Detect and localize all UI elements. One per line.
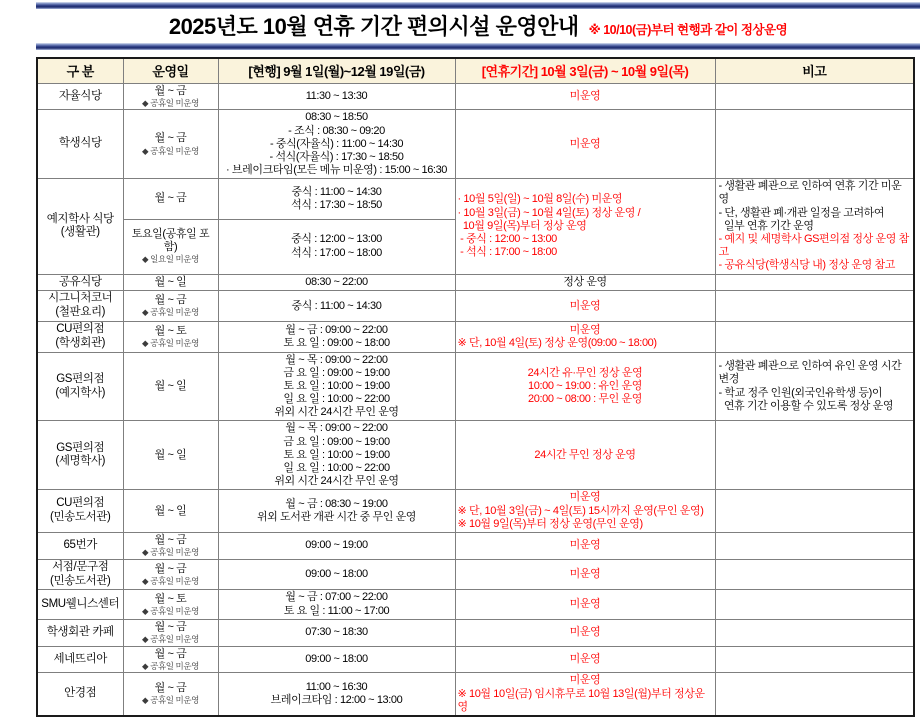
cell-line: 서점/문구점 [52, 560, 109, 573]
days-cell [123, 83, 218, 110]
cell-line: 09:00 ~ 19:00 [305, 539, 368, 552]
page-title: 2025년도 10월 연휴 기간 편의시설 운영안내 [168, 14, 579, 39]
title-bottom-bar [36, 43, 920, 50]
cell-line: 월 ~ 목 : 09:00 ~ 22:00 [285, 353, 388, 366]
table-row [37, 490, 914, 533]
cell-line: 09:00 ~ 18:00 [305, 652, 368, 665]
cell-line: - 단, 생활관 폐·개관 일정을 고려하여 [718, 206, 885, 219]
cell-line: (민송도서관) [50, 574, 111, 587]
category-cell [37, 321, 123, 352]
cell-line: 위외 시간 24시간 무인 운영 [274, 406, 399, 419]
cell-line: 월 ~ 금 [154, 294, 187, 307]
category-cell [37, 179, 123, 274]
current-schedule-cell [218, 646, 455, 673]
category-cell [37, 619, 123, 646]
cell-line: 10월 9일(목)부터 정상 운영 [457, 219, 587, 232]
holiday-schedule-cell [455, 490, 715, 533]
cell-line: 미운영 [569, 626, 601, 639]
current-schedule-cell [218, 321, 455, 352]
note-cell [715, 646, 914, 673]
days-cell [123, 179, 218, 219]
category-cell [37, 559, 123, 590]
cell-line: 토 요 일 : 10:00 ~ 19:00 [283, 379, 390, 392]
cell-line: 위외 시간 24시간 무인 운영 [274, 475, 399, 488]
table-row [37, 291, 914, 322]
holiday-schedule-cell [455, 291, 715, 322]
cell-line: ◆ 공휴일 미운영 [142, 695, 199, 706]
table-row [37, 110, 914, 179]
holiday-schedule-cell [455, 352, 715, 421]
days-cell [123, 274, 218, 291]
cell-line: 24시간 무인 정상 운영 [534, 448, 636, 461]
table-row [37, 673, 914, 716]
days-cell [123, 619, 218, 646]
cell-line: SMU웰니스센터 [41, 597, 120, 610]
cell-line: 월 ~ 금 [154, 647, 187, 660]
cell-line: · 10월 5일(일) ~ 10월 8일(수) 미운영 [457, 193, 623, 206]
cell-line: 토 요 일 : 10:00 ~ 19:00 [283, 448, 390, 461]
table-row [37, 179, 914, 219]
cell-line: 10:00 ~ 19:00 : 유인 운영 [528, 379, 642, 392]
current-schedule-cell [218, 532, 455, 559]
cell-line: 정상 운영 [563, 275, 607, 288]
cell-line: 월 ~ 금 [154, 620, 187, 633]
table-row [37, 274, 914, 291]
cell-line: - 석식(자율식) : 17:30 ~ 18:50 [269, 150, 404, 163]
cell-line: 금 요 일 : 09:00 ~ 19:00 [283, 366, 390, 379]
cell-line: ※ 10월 9일(목)부터 정상 운영(무인 운영) [457, 517, 643, 530]
cell-line: 월 ~ 토 [154, 324, 187, 337]
cell-line: ◆ 공휴일 미운영 [142, 97, 199, 108]
note-cell [715, 83, 914, 110]
table-row [37, 421, 914, 490]
note-cell [715, 532, 914, 559]
cell-line: (세명학사) [55, 455, 106, 468]
cell-line: 세네뜨리아 [53, 652, 108, 665]
cell-line: 월 ~ 금 : 09:00 ~ 22:00 [285, 323, 388, 336]
cell-line: 월 ~ 금 [154, 562, 187, 575]
cell-line: 시그니처코너 [48, 292, 113, 305]
cell-line: 월 ~ 금 : 08:30 ~ 19:00 [285, 498, 388, 511]
cell-line: - 생활관 폐관으로 인하여 연휴 기간 미운영 [718, 180, 902, 206]
cell-line: 안경점 [64, 687, 97, 700]
header-note: 비고 [715, 58, 914, 83]
cell-line: 공유식당 [58, 275, 102, 288]
holiday-schedule-cell [455, 110, 715, 179]
category-cell [37, 352, 123, 421]
cell-line: 학생회관 카페 [46, 625, 114, 638]
cell-line: (학생회관) [55, 336, 106, 349]
cell-line: · 브레이크타임(모든 메뉴 미운영) : 15:00 ~ 16:30 [225, 164, 448, 177]
holiday-schedule-cell [455, 274, 715, 291]
note-cell [715, 421, 914, 490]
note-cell [715, 274, 914, 291]
category-cell [37, 673, 123, 716]
holiday-schedule-cell [455, 83, 715, 110]
category-cell [37, 590, 123, 619]
category-cell [37, 274, 123, 291]
days-cell [123, 110, 218, 179]
header-current: [현행] 9월 1일(월)~12월 19일(금) [218, 58, 455, 83]
cell-line: 금 요 일 : 09:00 ~ 19:00 [283, 435, 390, 448]
cell-line: ◆ 공휴일 미운영 [142, 633, 199, 644]
note-cell [715, 179, 914, 274]
current-schedule-cell [218, 110, 455, 179]
holiday-schedule-cell [455, 590, 715, 619]
current-schedule-cell [218, 619, 455, 646]
table-row [37, 619, 914, 646]
cell-line: 07:30 ~ 18:30 [305, 626, 368, 639]
table-row [37, 559, 914, 590]
cell-line: 석식 : 17:30 ~ 18:50 [291, 198, 382, 211]
current-schedule-cell [218, 179, 455, 219]
days-cell [123, 673, 218, 716]
cell-line: 월 ~ 금 [154, 132, 187, 145]
note-cell [715, 490, 914, 533]
cell-line: (철판요리) [55, 306, 106, 319]
note-cell [715, 559, 914, 590]
cell-line: 65번가 [63, 538, 97, 551]
cell-line: 미운영 [569, 597, 601, 610]
cell-line: 11:00 ~ 16:30 [305, 680, 368, 693]
cell-line: 20:00 ~ 08:00 : 무인 운영 [528, 393, 642, 406]
header-category: 구 분 [37, 58, 123, 83]
days-cell [123, 291, 218, 322]
cell-line: ◆ 공휴일 미운영 [142, 145, 199, 156]
cell-line: (생활관) [60, 226, 100, 239]
current-schedule-cell [218, 274, 455, 291]
current-schedule-cell [218, 490, 455, 533]
cell-line: - 생활관 폐관으로 인하여 유인 운영 시간 변경 [718, 360, 904, 386]
days-cell [123, 219, 218, 274]
cell-line: GS편의점 [56, 441, 105, 454]
header-row [37, 58, 914, 83]
cell-line: 연휴 기간 이용할 수 있도록 정상 운영 [718, 399, 894, 412]
cell-line: ◆ 공휴일 미운영 [142, 575, 199, 586]
table-row [37, 352, 914, 421]
cell-line: 월 ~ 일 [154, 448, 187, 461]
cell-line: - 공유식당(학생식당 내) 정상 운영 참고 [718, 259, 895, 272]
cell-line: (예지학사) [55, 386, 106, 399]
holiday-schedule-cell [455, 421, 715, 490]
cell-line: 학생식당 [58, 137, 102, 150]
table-row [37, 590, 914, 619]
cell-line: 11:30 ~ 13:30 [305, 89, 368, 102]
days-cell [123, 559, 218, 590]
note-cell [715, 590, 914, 619]
cell-line: - 학교 정주 인원(외국인유학생 등)이 [718, 386, 883, 399]
cell-line: 위외 도서관 개관 시간 중 무인 운영 [256, 511, 417, 524]
table-header [37, 58, 914, 83]
current-schedule-cell [218, 673, 455, 716]
cell-line: (민송도서관) [50, 511, 111, 524]
table-row [37, 532, 914, 559]
cell-line: CU편의점 [56, 497, 105, 510]
cell-line: 월 ~ 금 [154, 84, 187, 97]
category-cell [37, 291, 123, 322]
current-schedule-cell [218, 559, 455, 590]
category-cell [37, 646, 123, 673]
cell-line: ◆ 공휴일 미운영 [142, 338, 199, 349]
holiday-schedule-cell [455, 673, 715, 716]
holiday-schedule-cell [455, 532, 715, 559]
days-cell [123, 590, 218, 619]
cell-line: 월 ~ 금 [154, 682, 187, 695]
cell-line: 일 요 일 : 10:00 ~ 22:00 [283, 462, 390, 475]
current-schedule-cell [218, 421, 455, 490]
cell-line: 월 ~ 일 [154, 275, 187, 288]
cell-line: · 10월 3일(금) ~ 10월 4일(토) 정상 운영 / [457, 206, 641, 219]
category-cell [37, 110, 123, 179]
note-cell [715, 673, 914, 716]
cell-line: - 조식 : 08:30 ~ 09:20 [288, 124, 385, 137]
cell-line: 중식 : 12:00 ~ 13:00 [291, 233, 382, 246]
cell-line: 미운영 [569, 137, 601, 150]
cell-line: 미운영 [569, 323, 601, 336]
cell-line: 월 ~ 토 [154, 592, 187, 605]
holiday-schedule-cell [455, 179, 715, 274]
holiday-schedule-cell [455, 321, 715, 352]
facility-schedule-table [36, 57, 915, 717]
cell-line: ◆ 공휴일 미운영 [142, 605, 199, 616]
note-cell [715, 619, 914, 646]
days-cell [123, 532, 218, 559]
cell-line: 일부 연휴 기간 운영 [718, 219, 814, 232]
cell-line: 09:00 ~ 18:00 [305, 568, 368, 580]
header-holiday: [연휴기간] 10월 3일(금) ~ 10월 9일(목) [455, 58, 715, 83]
cell-line: - 석식 : 17:00 ~ 18:00 [457, 246, 557, 259]
table-row [37, 321, 914, 352]
cell-line: ※ 10월 10일(금) 임시휴무로 10월 13일(월)부터 정상운영 [457, 687, 705, 713]
header-days: 운영일 [123, 58, 218, 83]
table-row [37, 83, 914, 110]
cell-line: 미운영 [569, 568, 601, 580]
cell-line: 월 ~ 금 [154, 192, 187, 205]
cell-line: 중식 : 11:00 ~ 14:30 [291, 185, 382, 198]
cell-line: ◆ 공휴일 미운영 [142, 660, 199, 671]
note-cell [715, 321, 914, 352]
note-cell [715, 352, 914, 421]
cell-line: CU편의점 [56, 322, 105, 335]
holiday-schedule-cell [455, 646, 715, 673]
days-cell [123, 646, 218, 673]
cell-line: 중식 : 11:00 ~ 14:30 [291, 299, 382, 312]
cell-line: ※ 단, 10월 4일(토) 정상 운영(09:00 ~ 18:00) [457, 336, 657, 349]
current-schedule-cell [218, 83, 455, 110]
cell-line: 미운영 [569, 89, 601, 102]
cell-line: 석식 : 17:00 ~ 18:00 [291, 246, 382, 259]
cell-line: 08:30 ~ 22:00 [305, 275, 368, 288]
cell-line: 월 ~ 금 [154, 533, 187, 546]
cell-line: 미운영 [569, 539, 601, 552]
current-schedule-cell [218, 219, 455, 274]
cell-line: 월 ~ 일 [154, 379, 187, 392]
cell-line: - 중식(자율식) : 11:00 ~ 14:30 [269, 137, 404, 150]
cell-line: 월 ~ 금 : 07:00 ~ 22:00 [285, 591, 388, 604]
current-schedule-cell [218, 590, 455, 619]
title-block [36, 0, 920, 50]
cell-line: ◆ 공휴일 미운영 [142, 307, 199, 318]
cell-line: 월 ~ 일 [154, 504, 187, 517]
title-line [36, 9, 920, 43]
cell-line: 토 요 일 : 11:00 ~ 17:00 [283, 604, 390, 617]
cell-line: 토 요 일 : 09:00 ~ 18:00 [283, 336, 390, 349]
days-cell [123, 321, 218, 352]
cell-line: 예지학사 식당 [46, 212, 114, 225]
title-red-note: ※ 10/10(금)부터 현행과 같이 정상운영 [588, 23, 788, 37]
cell-line: ※ 단, 10월 3일(금) ~ 4일(토) 15시까지 운영(무인 운영) [457, 504, 704, 517]
days-cell [123, 352, 218, 421]
cell-line: 미운영 [569, 299, 601, 312]
title-top-bar [36, 2, 920, 9]
days-cell [123, 490, 218, 533]
cell-line: 일 요 일 : 10:00 ~ 22:00 [283, 393, 390, 406]
holiday-schedule-cell [455, 559, 715, 590]
current-schedule-cell [218, 352, 455, 421]
category-cell [37, 532, 123, 559]
category-cell [37, 490, 123, 533]
cell-line: 월 ~ 목 : 09:00 ~ 22:00 [285, 422, 388, 435]
category-cell [37, 421, 123, 490]
days-cell [123, 421, 218, 490]
cell-line: - 예지 및 세명학사 GS편의점 정상 운영 참고 [718, 233, 909, 259]
cell-line: ◆ 공휴일 미운영 [142, 547, 199, 558]
cell-line: 미운영 [569, 652, 601, 665]
cell-line: - 중식 : 12:00 ~ 13:00 [457, 233, 557, 245]
table-body [37, 83, 914, 716]
cell-line: 자율식당 [58, 89, 102, 102]
cell-line: 미운영 [569, 674, 601, 687]
cell-line: GS편의점 [56, 372, 105, 385]
note-cell [715, 110, 914, 179]
cell-line: ◆ 일요일 미운영 [142, 254, 199, 265]
cell-line: 08:30 ~ 18:50 [305, 111, 368, 124]
category-cell [37, 83, 123, 110]
cell-line: 토요일(공휴일 포함) [131, 228, 210, 254]
cell-line: 브레이크타임 : 12:00 ~ 13:00 [270, 694, 403, 707]
holiday-schedule-cell [455, 619, 715, 646]
current-schedule-cell [218, 291, 455, 322]
cell-line: 24시간 유·무인 정상 운영 [527, 366, 643, 379]
note-cell [715, 291, 914, 322]
cell-line: 미운영 [569, 491, 601, 504]
table-row [37, 646, 914, 673]
